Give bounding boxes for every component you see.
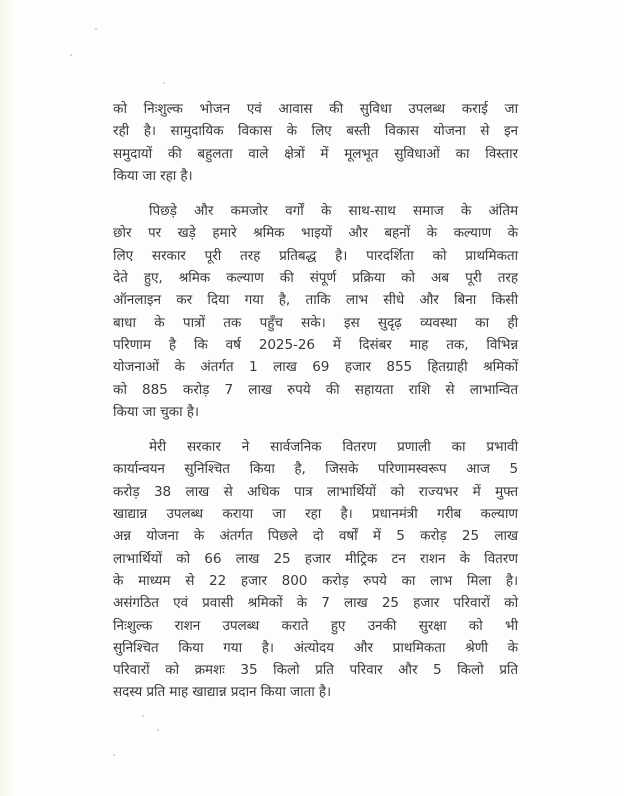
- text-line: सुनिश्चित किया गया है। अंत्योदय और प्राथमिकता श्रेणी के: [113, 639, 518, 656]
- paragraph-shelter-and-community: [113, 98, 518, 187]
- text-line: परिवारों को क्रमशः 35 किलो प्रति परिवार और 5 किलो प्रति: [113, 662, 518, 679]
- text-line: सदस्य प्रति माह खाद्यान्न प्रदान किया जाता है।: [113, 684, 332, 701]
- text-line: असंगठित एवं प्रवासी श्रमिकों के 7 लाख 25 हजार परिवारों को: [113, 595, 518, 612]
- text-line: खाद्यान्न उपलब्ध कराया जा रहा है। प्रधानमंत्री गरीब कल्याण: [113, 506, 518, 523]
- scan-edge: [0, 0, 10, 796]
- text-line: बाधा के पात्रों तक पहुँच सके। इस सुदृढ़ व्यवस्था का ही: [113, 314, 518, 331]
- text-line: करोड़ 38 लाख से अधिक पात्र लाभार्थियों को राज्यभर में मुफ्त: [113, 483, 518, 500]
- text-line: मेरी सरकार ने सार्वजनिक वितरण प्रणाली का प्रभावी: [149, 439, 518, 456]
- text-line: ऑनलाइन कर दिया गया है, ताकि लाभ सीधे और बिना किसी: [113, 292, 518, 309]
- text-line: कार्यान्वयन सुनिश्चित किया है, जिसके परिणामस्वरूप आज 5: [113, 461, 518, 478]
- paragraph-public-distribution: [113, 436, 518, 704]
- text-line: लिए सरकार पूरी तरह प्रतिबद्ध है। पारदर्शिता को प्राथमिकता: [113, 247, 518, 264]
- text-line: देते हुए, श्रमिक कल्याण की संपूर्ण प्रक्रिया को अब पूरी तरह: [113, 270, 518, 287]
- text-line: के माध्यम से 22 हजार 800 करोड़ रुपये का लाभ मिला है।: [113, 572, 518, 589]
- text-line: परिणाम है कि वर्ष 2025-26 में दिसंबर माह तक, विभिन्न: [113, 336, 518, 353]
- scan-speck: [95, 28, 97, 30]
- scan-speck: [113, 754, 115, 756]
- text-line: समुदायों की बहुलता वाले क्षेत्रों में मूलभूत सुविधाओं का विस्तार: [113, 145, 518, 162]
- text-line: को 885 करोड़ 7 लाख रुपये की सहायता राशि से लाभान्वित: [113, 381, 518, 398]
- text-line: योजनाओं के अंतर्गत 1 लाख 69 हजार 855 हितग्राही श्रमिकों: [113, 359, 518, 376]
- text-line: छोर पर खड़े हमारे श्रमिक भाइयों और बहनों के कल्याण के: [113, 225, 518, 242]
- scan-speck: [163, 82, 165, 84]
- document-page: [113, 98, 518, 717]
- text-line: पिछड़े और कमजोर वर्गों के साथ-साथ समाज के अंतिम: [149, 203, 518, 220]
- text-line: किया जा चुका है।: [113, 403, 199, 420]
- paragraph-worker-welfare: [113, 200, 518, 423]
- scan-speck: [157, 729, 159, 731]
- text-line: लाभार्थियों को 66 लाख 25 हजार मीट्रिक टन राशन के वितरण: [113, 550, 518, 567]
- scan-speck: [70, 54, 72, 56]
- text-line: रही है। सामुदायिक विकास के लिए बस्ती विकास योजना से इन: [113, 123, 518, 140]
- text-line: किया जा रहा है।: [113, 167, 193, 184]
- text-line: निःशुल्क राशन उपलब्ध कराते हुए उनकी सुरक्षा को भी: [113, 617, 518, 634]
- text-line: को निःशुल्क भोजन एवं आवास की सुविधा उपलब्ध कराई जा: [113, 101, 518, 117]
- text-line: अन्न योजना के अंतर्गत पिछले दो वर्षों में 5 करोड़ 25 लाख: [113, 528, 518, 545]
